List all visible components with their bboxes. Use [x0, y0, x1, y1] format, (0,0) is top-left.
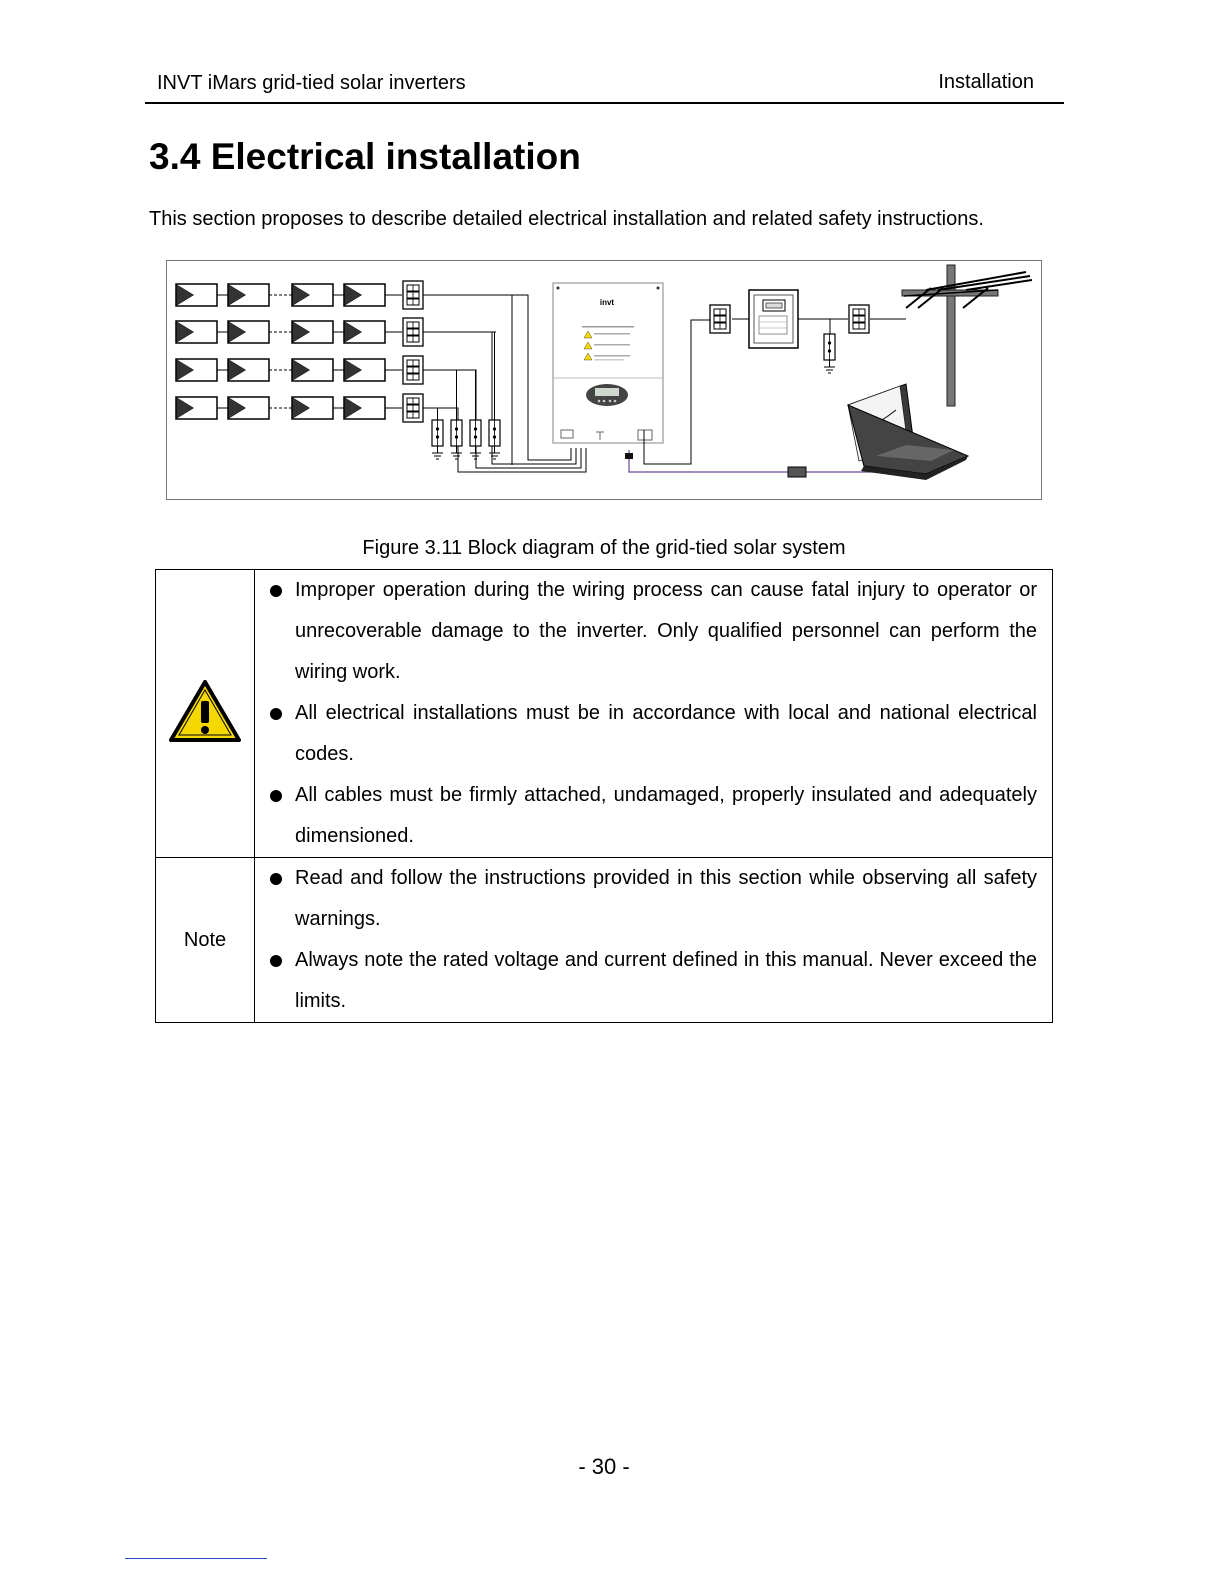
- dc-surge-protector-2: [451, 420, 462, 459]
- section-title: 3.4 Electrical installation: [149, 136, 581, 177]
- dc-surge-protector-3: [470, 420, 481, 459]
- note-bullet-1: Read and follow the instructions provided in this section while observing all safety warnings.: [269, 858, 1037, 940]
- warning-bullet-2: All electrical installations must be in accordance with local and national electrical codes.: [269, 693, 1037, 775]
- note-row: [156, 858, 1053, 1023]
- note-label: Note: [156, 858, 255, 1023]
- dc-switch-1: [403, 281, 423, 309]
- energy-meter: [749, 290, 798, 348]
- warning-bullets: [269, 570, 1037, 857]
- inverter-brand-logo: invt: [599, 298, 615, 307]
- header-chapter: Installation: [938, 71, 1034, 93]
- note-bullets: [269, 858, 1037, 1022]
- inverter-unit: [553, 283, 663, 443]
- warning-bullet-3: All cables must be firmly attached, undamaged, properly insulated and adequately dimensioned.: [269, 775, 1037, 857]
- block-diagram-figure: [166, 260, 1042, 500]
- dc-surge-protector-4: [489, 420, 500, 459]
- dc-switch-2: [403, 318, 423, 346]
- warning-bullet-1: Improper operation during the wiring process can cause fatal injury to operator or unrecoverable damage to the inverter. Only qualified personnel can perform the wiring work.: [269, 570, 1037, 693]
- ac-breaker-1: [710, 305, 730, 333]
- section-intro: This section proposes to describe detailed electrical installation and related safety instructions.: [149, 208, 984, 230]
- dc-switch-4: [403, 394, 423, 422]
- ac-surge-protector: [824, 334, 835, 373]
- note-bullet-2: Always note the rated voltage and current defined in this manual. Never exceed the limits.: [269, 940, 1037, 1022]
- warning-icon-cell: [156, 570, 255, 858]
- warning-text-cell: [255, 570, 1053, 858]
- header-rule: [145, 102, 1064, 104]
- warning-row: [156, 570, 1053, 858]
- note-text-cell: [255, 858, 1053, 1023]
- safety-notes-table: [155, 569, 1053, 1023]
- ac-breaker-2: [849, 305, 869, 333]
- warning-triangle-icon: [169, 679, 241, 743]
- dc-switch-3: [403, 356, 423, 384]
- inverter-display-panel: [586, 384, 628, 406]
- dc-surge-protector-1: [432, 420, 443, 459]
- page-number: - 30 -: [578, 1454, 630, 1479]
- figure-caption: Figure 3.11 Block diagram of the grid-tied solar system: [362, 537, 846, 559]
- footer-rule: [125, 1558, 267, 1559]
- header-doc-title: INVT iMars grid-tied solar inverters: [157, 72, 466, 94]
